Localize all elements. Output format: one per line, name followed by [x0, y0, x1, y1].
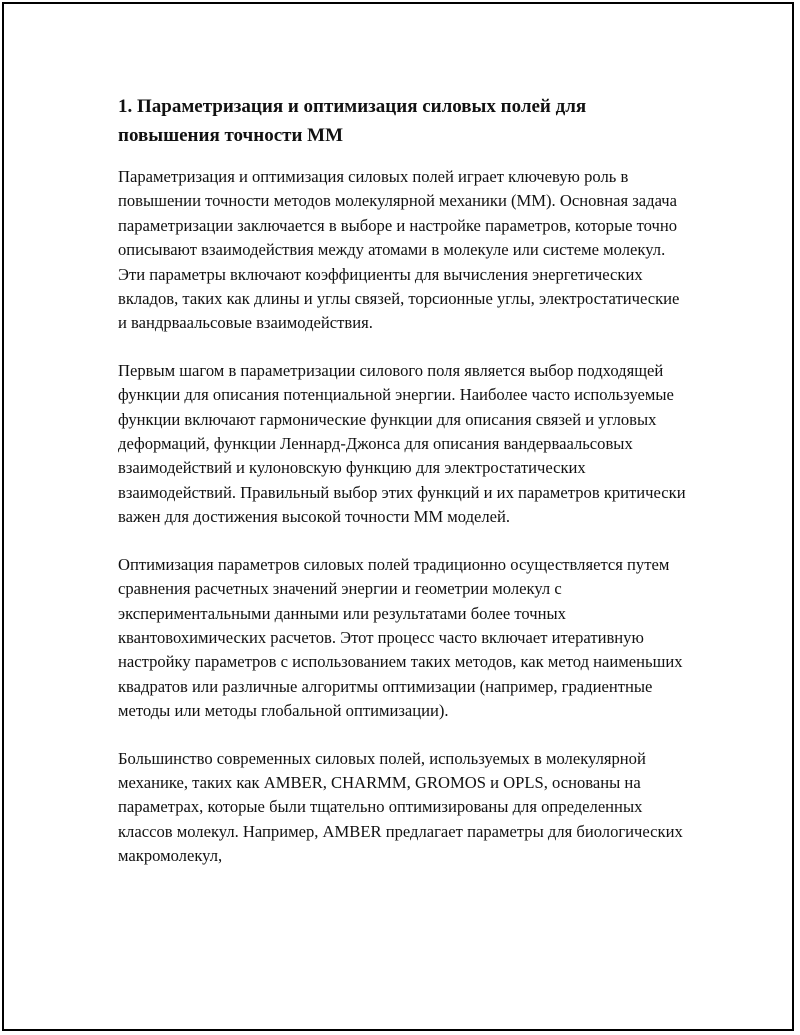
- document-body: [118, 92, 692, 869]
- paragraph-4: Большинство современных силовых полей, используемых в молекулярной механике, таких как AMBER, CHARMM, GROMOS и OPLS, основаны на параметрах, которые были тщательно оптимизированы для определенных классов молекул. Например, AMBER предлагает параметры для биологических макромолекул,: [118, 748, 683, 866]
- paragraph-1: Параметризация и оптимизация силовых полей играет ключевую роль в повышении точности методов молекулярной механики (ММ). Основная задача параметризации заключается в выборе и настройке параметров, которые точно описывают взаимодействия между атомами в молекуле или системе молекул. Эти параметры включают коэффициенты для вычисления энергетических вкладов, таких как длины и углы связей, торсионные углы, электростатические и вандрваальсовые взаимодействия.: [118, 167, 680, 333]
- paragraph-3: Оптимизация параметров силовых полей традиционно осуществляется путем сравнения расчетных значений энергии и геометрии молекул с экспериментальными данными или результатами более точных квантовохимических расчетов. Этот процесс часто включает итеративную настройку параметров с использованием таких методов, как метод наименьших квадратов или различные алгоритмы оптимизации (например, градиентные методы или методы глобальной оптимизации).: [118, 554, 683, 721]
- paragraph-2: Первым шагом в параметризации силового поля является выбор подходящей функции для описания потенциальной энергии. Наиболее часто используемые функции включают гармонические функции для описания связей и угловых деформаций, функции Леннард-Джонса для описания вандерваальсовых взаимодействий и кулоновскую функцию для электростатических взаимодействий. Правильный выбор этих функций и их параметров критически важен для достижения высокой точности ММ моделей.: [118, 360, 686, 527]
- section-title: 1. Параметризация и оптимизация силовых полей для повышения точности ММ: [118, 96, 587, 146]
